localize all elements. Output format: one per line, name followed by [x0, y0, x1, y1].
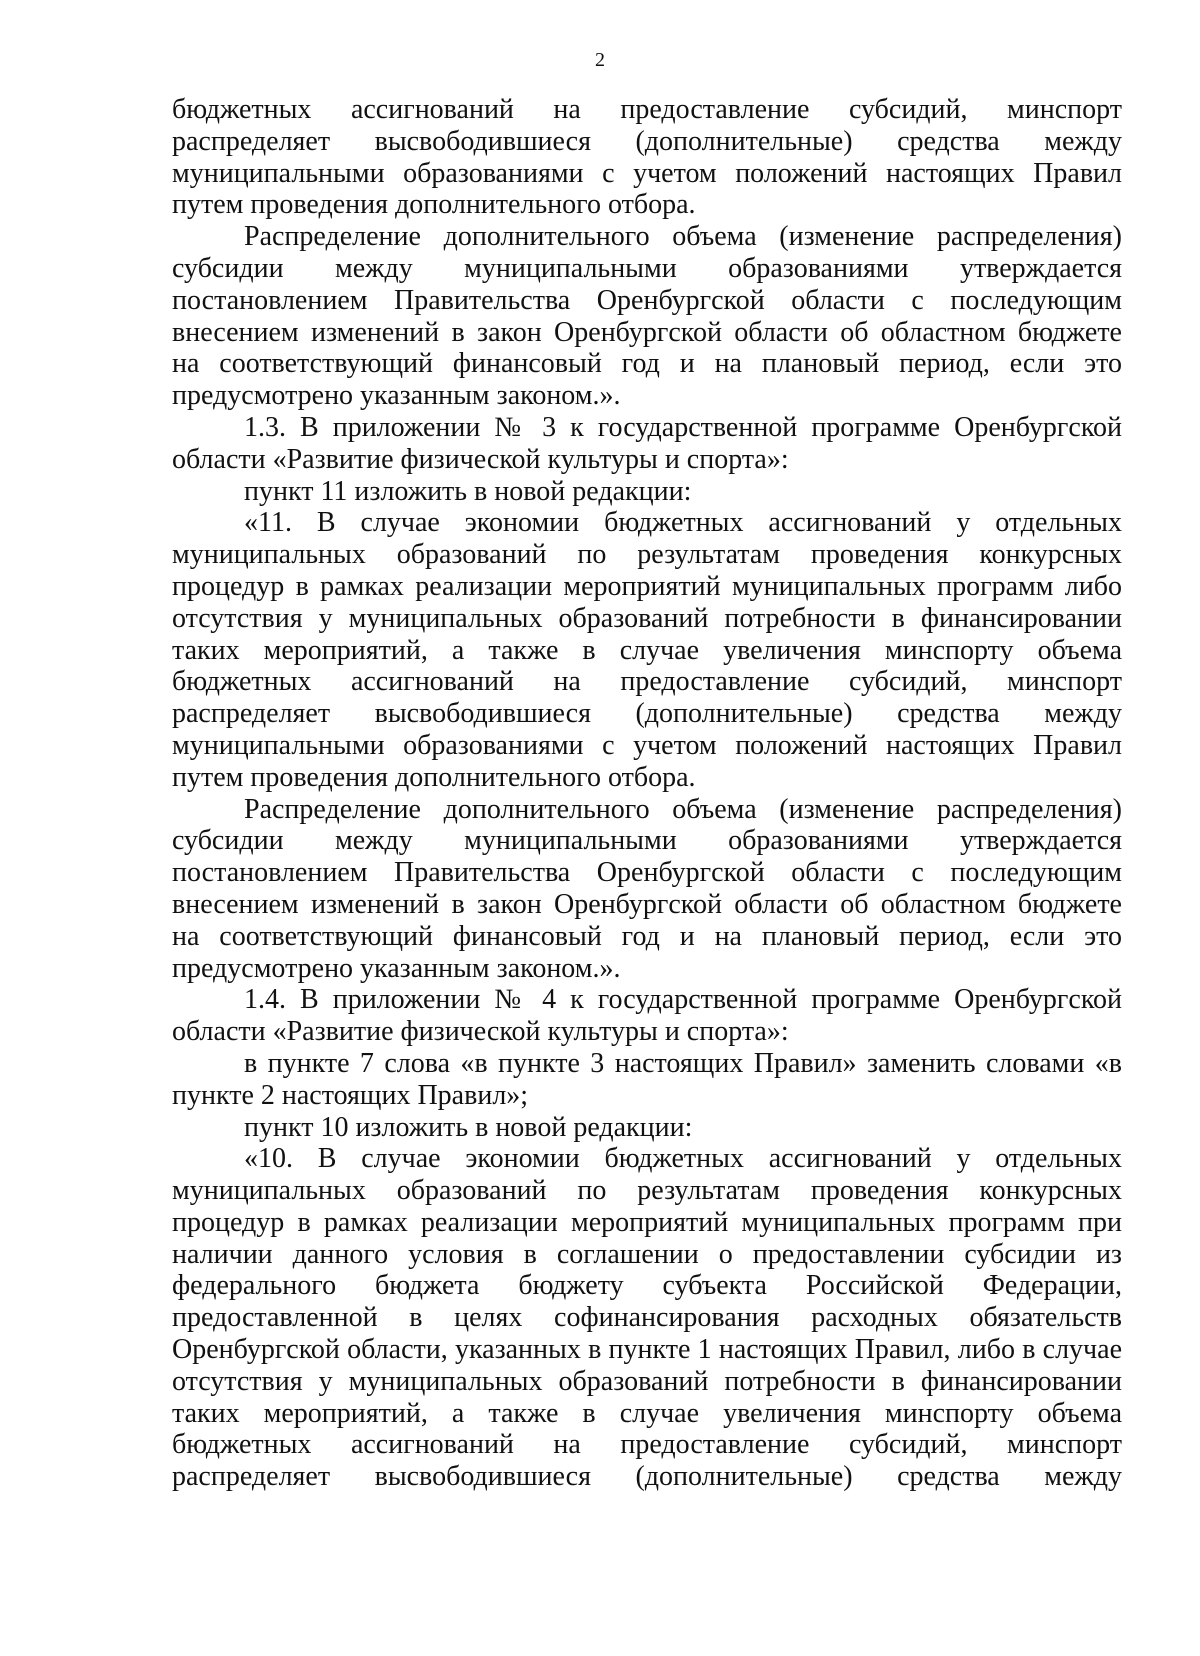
text-line: 1.3. В приложении № 3 к государственной программе Оренбургской — [244, 411, 1122, 443]
text-line: отсутствия у муниципальных образований потребности в финансировании — [172, 602, 1122, 634]
text-line: отсутствия у муниципальных образований потребности в финансировании — [172, 1365, 1122, 1397]
text-line: Оренбургской области, указанных в пункте 1 настоящих Правил, либо в случае — [172, 1334, 1122, 1366]
text-line: пункт 10 изложить в новой редакции: — [244, 1111, 693, 1143]
text-line: распределяет высвободившиеся (дополнительные) средства между — [172, 125, 1122, 157]
text-line: субсидии между муниципальными образованиями утверждается — [172, 825, 1122, 857]
text-line: субсидии между муниципальными образованиями утверждается — [172, 252, 1122, 284]
text-line: внесением изменений в закон Оренбургской области об областном бюджете — [172, 316, 1122, 348]
text-line: распределяет высвободившиеся (дополнительные) средства между — [172, 698, 1122, 730]
text-line: таких мероприятий, а также в случае увеличения минспорту объема — [172, 634, 1122, 666]
text-line: 1.4. В приложении № 4 к государственной программе Оренбургской — [244, 984, 1122, 1016]
text-line: распределяет высвободившиеся (дополнительные) средства между — [172, 1461, 1122, 1493]
text-line: путем проведения дополнительного отбора. — [172, 761, 696, 793]
text-line: на соответствующий финансовый год и на плановый период, если это — [172, 348, 1122, 380]
text-line: области «Развитие физической культуры и спорта»: — [172, 1016, 789, 1048]
text-line: постановлением Правительства Оренбургской области с последующим — [172, 857, 1122, 889]
text-line: муниципальных образований по результатам проведения конкурсных — [172, 539, 1122, 571]
text-line: «10. В случае экономии бюджетных ассигнований у отдельных — [244, 1143, 1122, 1175]
text-line: предусмотрено указанным законом.». — [172, 380, 621, 412]
text-line: федерального бюджета бюджету субъекта Российской Федерации, — [172, 1270, 1122, 1302]
text-line: пункт 11 изложить в новой редакции: — [244, 475, 692, 507]
text-line: наличии данного условия в соглашении о предоставлении субсидии из — [172, 1238, 1122, 1270]
document-body — [172, 94, 1122, 1493]
text-line: муниципальными образованиями с учетом положений настоящих Правил — [172, 157, 1122, 189]
text-line: предоставленной в целях софинансирования расходных обязательств — [172, 1302, 1122, 1334]
page-number: 2 — [595, 49, 605, 71]
text-line: муниципальных образований по результатам проведения конкурсных — [172, 1175, 1122, 1207]
text-line: в пункте 7 слова «в пункте 3 настоящих Правил» заменить словами «в — [244, 1047, 1122, 1079]
text-line: пункте 2 настоящих Правил»; — [172, 1079, 529, 1111]
text-line: области «Развитие физической культуры и спорта»: — [172, 443, 789, 475]
text-line: Распределение дополнительного объема (изменение распределения) — [244, 793, 1122, 825]
text-line: бюджетных ассигнований на предоставление субсидий, минспорт — [172, 666, 1122, 698]
text-line: бюджетных ассигнований на предоставление субсидий, минспорт — [172, 94, 1122, 125]
text-line: таких мероприятий, а также в случае увеличения минспорту объема — [172, 1397, 1122, 1429]
text-line: процедур в рамках реализации мероприятий муниципальных программ либо — [172, 570, 1122, 602]
text-line: муниципальными образованиями с учетом положений настоящих Правил — [172, 729, 1122, 761]
text-line: путем проведения дополнительного отбора. — [172, 189, 696, 221]
text-line: бюджетных ассигнований на предоставление субсидий, минспорт — [172, 1429, 1122, 1461]
text-line: процедур в рамках реализации мероприятий муниципальных программ при — [172, 1206, 1122, 1238]
text-line: «11. В случае экономии бюджетных ассигнований у отдельных — [244, 507, 1122, 539]
text-line: предусмотрено указанным законом.». — [172, 952, 621, 984]
text-line: Распределение дополнительного объема (изменение распределения) — [244, 221, 1122, 253]
text-line: внесением изменений в закон Оренбургской области об областном бюджете — [172, 888, 1122, 920]
text-line: постановлением Правительства Оренбургской области с последующим — [172, 284, 1122, 316]
text-line: на соответствующий финансовый год и на плановый период, если это — [172, 920, 1122, 952]
